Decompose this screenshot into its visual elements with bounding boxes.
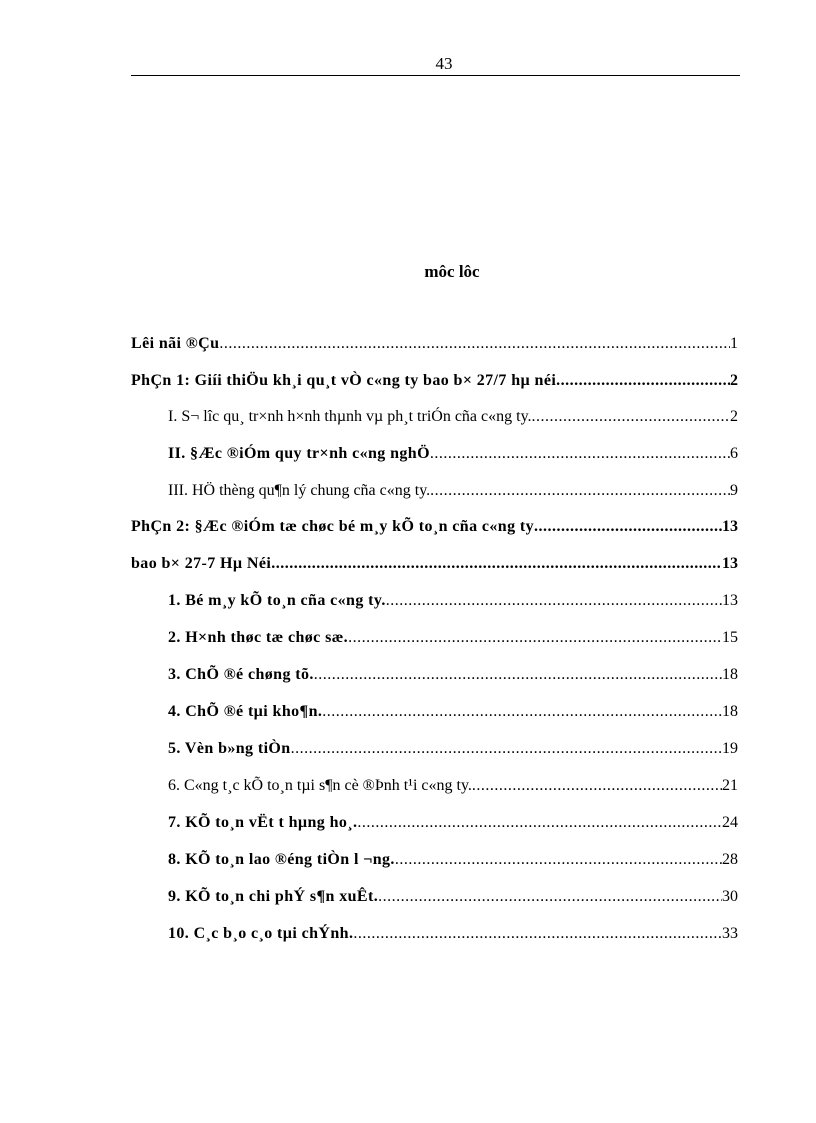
toc-entry-2-3[interactable]: [168, 663, 738, 687]
toc-entry-page: 21: [722, 777, 738, 794]
toc-entry-2-10[interactable]: [168, 922, 738, 946]
toc-entry-page: 2: [730, 408, 738, 425]
toc-entry-page: 6: [730, 445, 738, 462]
toc-title: môc lôc: [424, 262, 480, 281]
toc-entry-part-2[interactable]: [131, 515, 738, 539]
toc-entry-1-i[interactable]: [168, 405, 738, 429]
dot-leader: [472, 774, 722, 798]
dot-leader: [561, 369, 730, 393]
dot-leader: [348, 626, 722, 650]
toc-entry-label: III. HÖ thèng qu¶n lý chung cña c«ng ty.: [168, 482, 431, 499]
toc-entry-page: 1: [730, 335, 738, 352]
toc-entry-page: 24: [722, 814, 738, 831]
toc-entry-2-1[interactable]: [168, 589, 738, 613]
toc-entry-page: 28: [722, 851, 738, 868]
toc-entry-page: 18: [722, 666, 738, 683]
toc-entry-2-2[interactable]: [168, 626, 738, 650]
toc-entry-page: 15: [722, 629, 738, 646]
dot-leader: [395, 848, 722, 872]
toc-entry-page: 9: [730, 482, 738, 499]
toc-entry-2-8[interactable]: [168, 848, 738, 872]
dot-leader: [291, 737, 722, 761]
dot-leader: [386, 589, 722, 613]
toc-entry-page: 2: [730, 372, 738, 389]
toc-entry-part-2-cont[interactable]: [131, 552, 738, 576]
toc-entry-foreword[interactable]: [131, 332, 738, 356]
dot-leader: [314, 663, 722, 687]
toc-entry-label: 10. C¸c b¸o c¸o tµi chÝnh.: [168, 925, 354, 942]
toc-entry-label: 1. Bé m¸y kÕ to¸n cña c«ng ty.: [168, 592, 386, 609]
toc-entry-label: PhÇn 1: Giíi thiÖu kh¸i qu¸t vÒ c«ng ty bao b× 27/7 hµ néi.: [131, 372, 561, 389]
dot-leader: [353, 922, 722, 946]
toc-entry-2-7[interactable]: [168, 811, 738, 835]
dot-leader: [271, 552, 722, 576]
toc-entry-label: PhÇn 2: §Æc ®iÓm tæ chøc bé m¸y kÕ to¸n cña c«ng ty: [131, 518, 534, 535]
toc-entry-label: bao b× 27-7 Hµ Néi: [131, 555, 272, 572]
dot-leader: [378, 885, 722, 909]
toc-entry-1-iii[interactable]: [168, 479, 738, 503]
toc-entry-page: 18: [722, 703, 738, 720]
toc-entry-page: 13: [722, 555, 738, 572]
dot-leader: [430, 442, 730, 466]
toc-entry-page: 19: [722, 740, 738, 757]
toc-entry-label: 5. Vèn b»ng tiÒn: [168, 740, 291, 757]
toc-entry-1-ii[interactable]: [168, 442, 738, 466]
toc-entry-label: 7. KÕ to¸n vËt t hµng ho¸.: [168, 814, 358, 831]
toc-entry-part-1[interactable]: [131, 369, 738, 393]
toc-entry-2-5[interactable]: [168, 737, 738, 761]
header-rule: [131, 75, 740, 76]
toc-entry-2-6[interactable]: [168, 774, 738, 798]
toc-entry-label: II. §Æc ®iÓm quy tr×nh c«ng nghÖ: [168, 445, 430, 462]
toc-entry-label: I. S¬ lîc qu¸ tr×nh h×nh thµnh vµ ph¸t triÓn cña c«ng ty.: [168, 408, 532, 425]
toc-entry-label: Lêi nãi ®Çu: [131, 335, 220, 352]
toc-entry-page: 13: [722, 592, 738, 609]
toc-entry-label: 3. ChÕ ®é chøng tõ.: [168, 666, 314, 683]
dot-leader: [357, 811, 722, 835]
dot-leader: [322, 700, 722, 724]
toc-entry-2-9[interactable]: [168, 885, 738, 909]
toc-entry-label: 9. KÕ to¸n chi phÝ s¶n xuÊt.: [168, 888, 379, 905]
toc-entry-label: 8. KÕ to¸n lao ®éng tiÒn l ¬ng.: [168, 851, 395, 868]
page-number: 43: [435, 54, 453, 73]
toc-entry-2-4[interactable]: [168, 700, 738, 724]
toc-entry-page: 30: [722, 888, 738, 905]
toc-entry-label: 4. ChÕ ®é tµi kho¶n.: [168, 703, 323, 720]
dot-leader: [532, 405, 730, 429]
toc-entry-page: 13: [722, 518, 738, 535]
toc-entry-page: 33: [722, 925, 738, 942]
dot-leader: [534, 515, 722, 539]
dot-leader: [430, 479, 730, 503]
toc-entry-label: 2. H×nh thøc tæ chøc sæ.: [168, 629, 349, 646]
toc-entry-label: 6. C«ng t¸c kÕ to¸n tµi s¶n cè ®Þnh t¹i c«ng ty.: [168, 777, 472, 794]
dot-leader: [219, 332, 730, 356]
